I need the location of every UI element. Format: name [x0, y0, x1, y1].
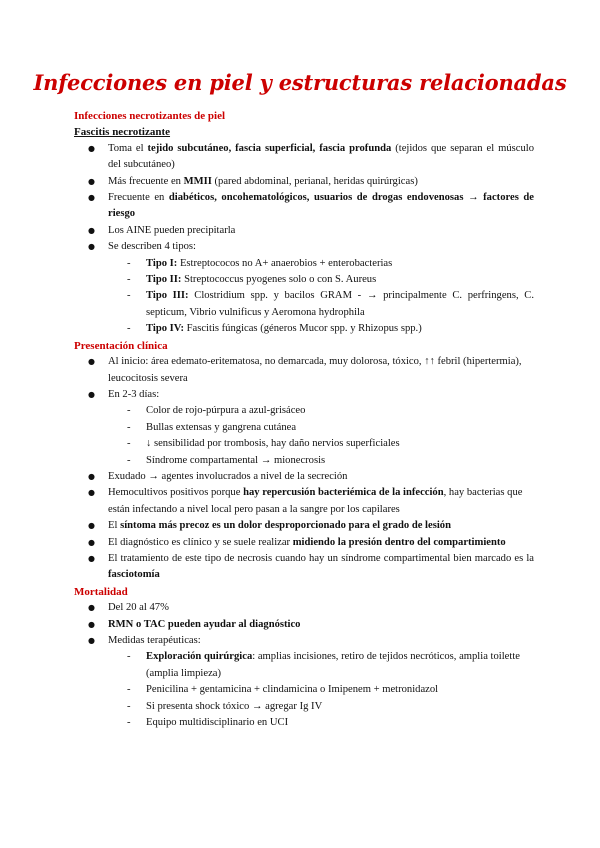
list-item: ● Toma el tejido subcutáneo, fascia superficial, fascia profunda (tejidos que separan el músculo del subcutáneo): [74, 141, 534, 174]
list-item: - Equipo multidisciplinario en UCI: [74, 715, 534, 731]
list-item: ● Al inicio: área edemato-eritematosa, no demarcada, muy dolorosa, tóxico, ↑↑ febril (hipertermia), leucocitosis severa: [74, 354, 534, 387]
section-heading-clinical: Presentación clínica: [74, 339, 168, 352]
document-body: [74, 108, 534, 731]
page-title: Infecciones en piel y estructuras relacionadas: [33, 70, 567, 95]
list-item: - Tipo IV: Fascitis fúngicas (géneros Mucor spp. y Rhizopus spp.): [74, 321, 534, 337]
list-item: ● Más frecuente en MMII (pared abdominal, perianal, heridas quirúrgicas): [74, 174, 534, 190]
list-item: - Penicilina + gentamicina + clindamicina o Imipenem + metronidazol: [74, 682, 534, 698]
list-item: - ↓ sensibilidad por trombosis, hay daño nervios superficiales: [74, 436, 534, 452]
list-item: - Tipo I: Estreptococos no A+ anaerobios + enterobacterias: [74, 256, 534, 272]
list-item: ● En 2-3 días: - Color de rojo-púrpura a azul-grisáceo - Bullas extensas y gangrena cutánea - ↓ sensibilidad por trombosis, hay daño nervios superficiales - Síndrome compartamental → mionecrosis: [74, 387, 534, 469]
list-item: ● Hemocultivos positivos porque hay repercusión bacteriémica de la infección, hay bacterias que están infectando a nivel local pero pasan a la sangre por los capilares: [74, 485, 534, 518]
section-heading-mortality: Mortalidad: [74, 585, 128, 598]
list-item: ● Del 20 al 47%: [74, 600, 534, 616]
bullet-list-clinical: [74, 354, 534, 584]
list-item: ● Medidas terapéuticas: - Exploración quirúrgica: amplias incisiones, retiro de tejidos necróticos, amplia toilette (amplia limpieza) - Penicilina + gentamicina + clindamicina o Imipenem + metronidazol - Si presenta shock tóxico → agregar Ig IV - Equipo multidisciplinario en UCI: [74, 633, 534, 731]
list-item: ● Exudado → agentes involucrados a nivel de la secreción: [74, 469, 534, 485]
list-item: ● Se describen 4 tipos: - Tipo I: Estreptococos no A+ anaerobios + enterobacterias - Tipo II: Streptococcus pyogenes solo o con S. Aureus - Tipo III: Clostridium spp. y bacilos GRAM - → principalmente C. perfringens, C. septicum, Vibrio vulnificus y Aeromona hydrophila - Tipo IV: Fascitis fúngicas (géneros Mucor spp. y Rhizopus spp.): [74, 239, 534, 337]
list-item: - Color de rojo-púrpura a azul-grisáceo: [74, 403, 534, 419]
types-list: [74, 256, 534, 338]
measures-list: [74, 649, 534, 731]
days-list: [74, 403, 534, 469]
list-item: - Exploración quirúrgica: amplias incisiones, retiro de tejidos necróticos, amplia toilette (amplia limpieza): [74, 649, 534, 682]
section-heading-necrotizing: Infecciones necrotizantes de piel: [74, 110, 226, 122]
list-item: ● Frecuente en diabéticos, oncohematológicos, usuarios de drogas endovenosas → factores de riesgo: [74, 190, 534, 223]
list-item: - Bullas extensas y gangrena cutánea: [74, 420, 534, 436]
list-item: - Tipo III: Clostridium spp. y bacilos GRAM - → principalmente C. perfringens, C. septicum, Vibrio vulnificus y Aeromona hydrophila: [74, 288, 534, 321]
list-item: - Tipo II: Streptococcus pyogenes solo o con S. Aureus: [74, 272, 534, 288]
list-item: ● El tratamiento de este tipo de necrosis cuando hay un síndrome compartimental bien marcado es la fasciotomía: [74, 551, 534, 584]
list-item: - Si presenta shock tóxico → agregar Ig IV: [74, 699, 534, 715]
list-item: ● RMN o TAC pueden ayudar al diagnóstico: [74, 617, 534, 633]
list-item: ● El síntoma más precoz es un dolor desproporcionado para el grado de lesión: [74, 518, 534, 534]
bullet-list-fascitis: [74, 141, 534, 338]
list-item: - Síndrome compartamental → mionecrosis: [74, 453, 534, 469]
subheading-fascitis: Fascitis necrotizante: [74, 126, 171, 139]
list-item: ● Los AINE pueden precipitarla: [74, 223, 534, 239]
bullet-list-mortality: [74, 600, 534, 731]
list-item: ● El diagnóstico es clínico y se suele realizar midiendo la presión dentro del compartimiento: [74, 535, 534, 551]
